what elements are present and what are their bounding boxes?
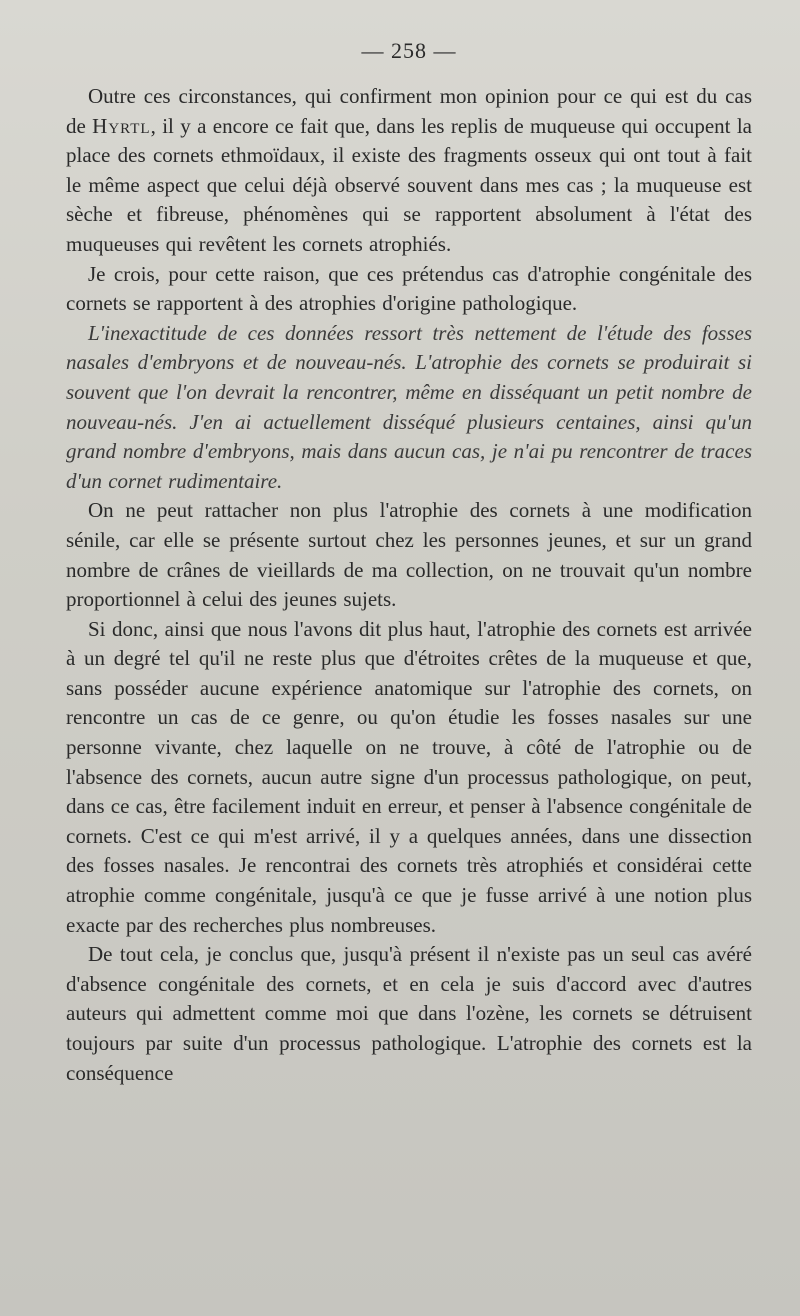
paragraph-6: De tout cela, je conclus que, jusqu'à présent il n'existe pas un seul cas avéré d'absence congénitale des cornets, et en cela je suis d'accord avec d'autres auteurs qui admettent comme moi que dans l'ozène, les cornets se détruisent toujours par suite d'un processus pathologique. L'atrophie des cornets est la conséquence (66, 942, 752, 1085)
author-name-hyrtl: Hyrtl (92, 113, 151, 138)
paragraph-1-text-before: Outre ces circonstances, qui confirment mon opinion pour ce qui est du cas de (66, 84, 752, 138)
page-number: — 258 — (361, 38, 457, 63)
paragraph-1 (66, 82, 752, 260)
paragraph-1-text-after: , il y a encore ce fait que, dans les replis de muqueuse qui occupent la place des cornets ethmoïdaux, il existe des fragments osseux qui ont tout à fait le même aspect que celui déjà observé souvent dans mes cas ; la muqueuse est sèche et fibreuse, phénomènes qui se rapportent absolument à l'état des muqueuses qui revêtent les cornets atrophiés. (66, 113, 752, 256)
paragraph-4: On ne peut rattacher non plus l'atrophie des cornets à une modification sénile, car elle se présente surtout chez les personnes jeunes, et sur un grand nombre de crânes de vieillards de ma collection, on ne trouvait qu'un nombre proportionnel à celui des jeunes sujets. (66, 498, 752, 612)
paragraph-3-italic: L'inexactitude de ces données ressort très nettement de l'étude des fosses nasales d'embryons et de nouveau-nés. L'atrophie des cornets se produirait si souvent que l'on devrait la rencontrer, même en disséquant un petit nombre de nouveau-nés. J'en ai actuellement disséqué plusieurs centaines, ainsi qu'un grand nombre d'embryons, mais dans aucun cas, je n'ai pu rencontrer de traces d'un cornet rudimentaire. (66, 320, 752, 493)
paragraph-5: Si donc, ainsi que nous l'avons dit plus haut, l'atrophie des cornets est arrivée à un degré tel qu'il ne reste plus que d'étroites crêtes de la muqueuse et que, sans posséder aucune expérience anatomique sur l'atrophie des cornets, on rencontre un cas de ce genre, ou qu'on étudie les fosses nasales sur une personne vivante, chez laquelle on ne trouve, à côté de l'atrophie ou de l'absence des cornets, aucun autre signe d'un processus pathologique, on peut, dans ce cas, être facilement induit en erreur, et penser à l'absence congénitale de cornets. C'est ce qui m'est arrivé, il y a quelques années, dans une dissection des fosses nasales. Je rencontrai des cornets très atrophiés et considérai cette atrophie comme congénitale, jusqu'à ce que je fusse arrivé à une notion plus exacte par des recherches plus nombreuses. (66, 616, 752, 937)
paragraph-2: Je crois, pour cette raison, que ces prétendus cas d'atrophie congénitale des cornets se rapportent à des atrophies d'origine pathologique. (66, 261, 752, 316)
